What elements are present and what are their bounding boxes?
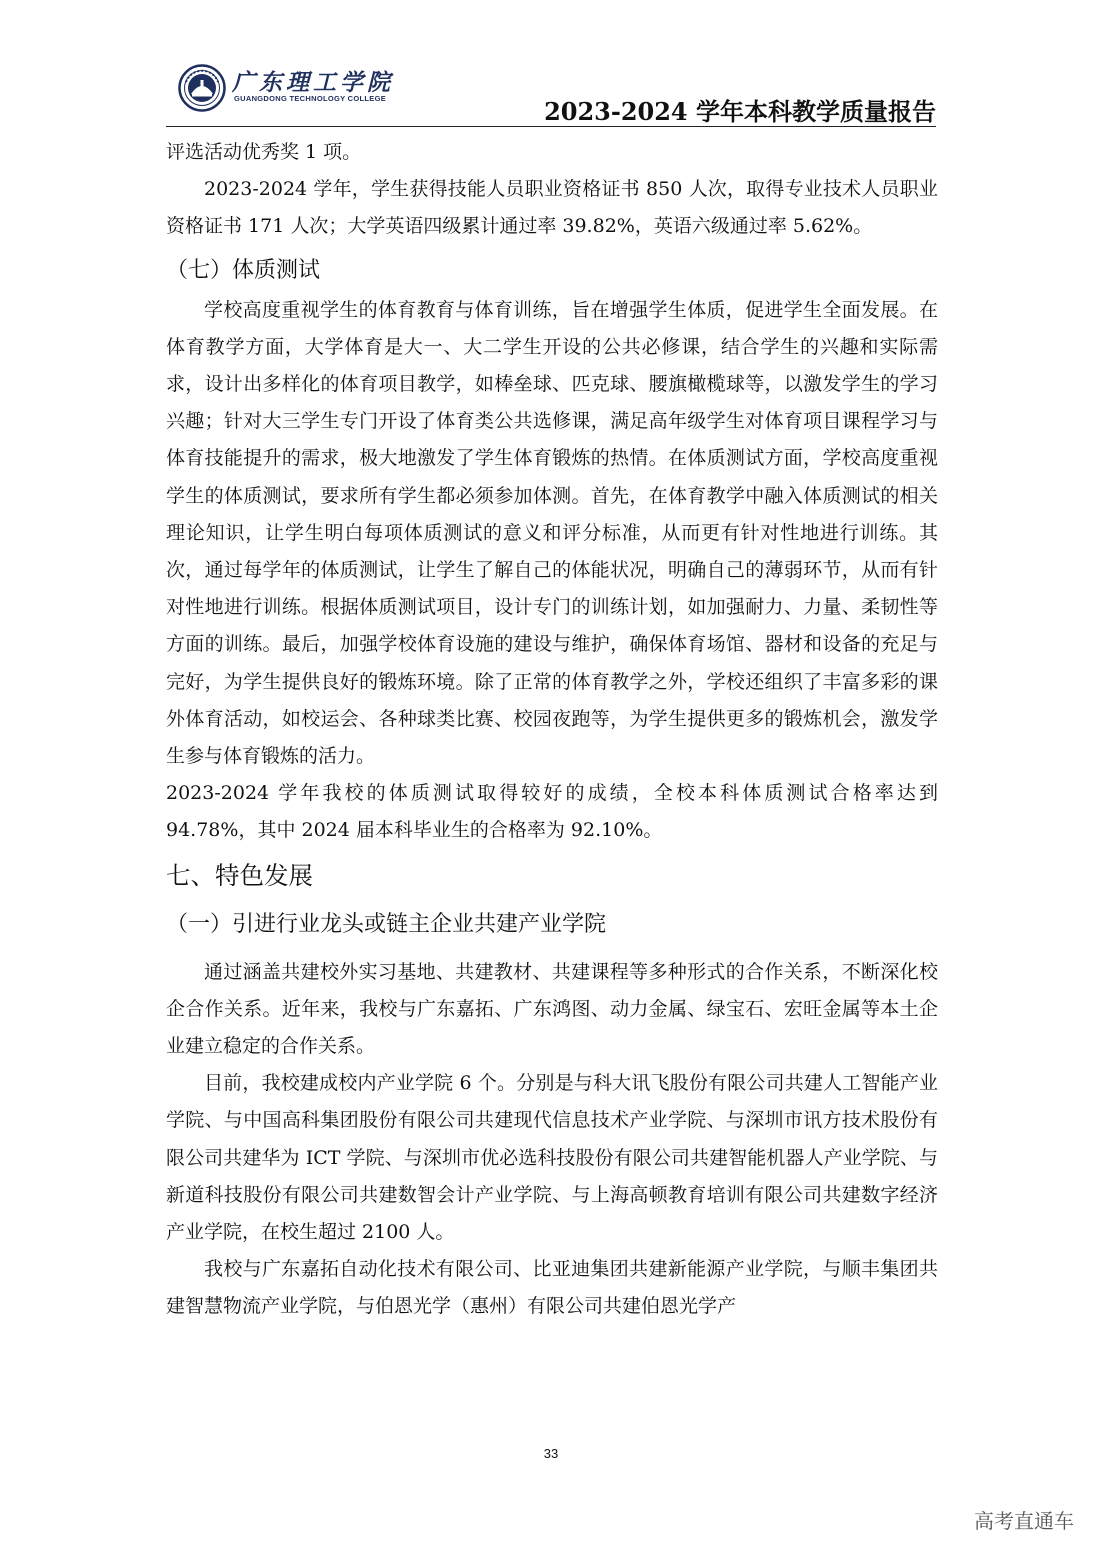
paragraph-industry-colleges: 目前，我校建成校内产业学院 6 个。分别是与科大讯飞股份有限公司共建人工智能产业学院、与中国高科集团股份有限公司共建现代信息技术产业学院、与深圳市讯方技术股份有限公司共建华为 ICT 学院、与深圳市优必选科技股份有限公司共建智能机器人产业学院、与新道科技股份有限公司共建数智会计产业学院、与上海高顿教育培训有限公司共建数字经济产业学院，在校生超过 2100 人。: [166, 1072, 938, 1244]
paragraph-enterprise-cooperation: 通过涵盖共建校外实习基地、共建教材、共建课程等多种形式的合作关系，不断深化校企合作关系。近年来，我校与广东嘉拓、广东鸿图、动力金属、绿宝石、宏旺金属等本土企业建立稳定的合作关系。: [166, 960, 938, 1058]
college-emblem-icon: [178, 64, 226, 112]
section-heading-physical-test: （七）体质测试: [166, 257, 321, 283]
section-heading-industry-college: （一）引进行业龙头或链主企业共建产业学院: [166, 911, 607, 937]
paragraph-certificates: 2023-2024 学年，学生获得技能人员职业资格证书 850 人次，取得专业技术人员职业资格证书 171 人次；大学英语四级累计通过率 39.82%，英语六级通过率 5.62%。: [166, 178, 938, 238]
logo-chinese-name: 广东理工学院: [232, 69, 394, 96]
report-title: 2023-2024 学年本科教学质量报告: [544, 97, 936, 126]
page-number: 33: [543, 1446, 559, 1461]
page-body: [166, 134, 938, 1326]
page-header: [166, 56, 936, 127]
watermark-text: 高考直通车: [974, 1509, 1074, 1533]
paragraph-new-energy-college: 我校与广东嘉拓自动化技术有限公司、比亚迪集团共建新能源产业学院，与顺丰集团共建智慧物流产业学院，与伯恩光学（惠州）有限公司共建伯恩光学产: [166, 1258, 938, 1318]
paragraph-physical-education: 学校高度重视学生的体育教育与体育训练，旨在增强学生体质，促进学生全面发展。在体育教学方面，大学体育是大一、大二学生开设的公共必修课，结合学生的兴趣和实际需求，设计出多样化的体育项目教学，如棒垒球、匹克球、腰旗橄榄球等，以激发学生的学习兴趣；针对大三学生专门开设了体育类公共选修课，满足高年级学生对体育项目课程学习与体育技能提升的需求，极大地激发了学生体育锻炼的热情。在体质测试方面，学校高度重视学生的体质测试，要求所有学生都必须参加体测。首先，在体育教学中融入体质测试的相关理论知识，让学生明白每项体质测试的意义和评分标准，从而更有针对性地进行训练。其次，通过每学年的体质测试，让学生了解自己的体能状况，明确自己的薄弱环节，从而有针对性地进行训练。根据体质测试项目，设计专门的训练计划，如加强耐力、力量、柔韧性等方面的训练。最后，加强学校体育设施的建设与维护，确保体育场馆、器材和设备的充足与完好，为学生提供良好的锻炼环境。除了正常的体育教学之外，学校还组织了丰富多彩的课外体育活动，如校运会、各种球类比赛、校园夜跑等，为学生提供更多的锻炼机会，激发学生参与体育锻炼的活力。: [166, 298, 938, 768]
logo-english-name: GUANGDONG TECHNOLOGY COLLEGE: [234, 94, 387, 103]
chapter-heading-featured-development: 七、特色发展: [166, 860, 313, 890]
paragraph-physical-test-result: 2023-2024 学年我校的体质测试取得较好的成绩，全校本科体质测试合格率达到 94.78%，其中 2024 届本科毕业生的合格率为 92.10%。: [166, 782, 938, 842]
paragraph-awards-tail: 评选活动优秀奖 1 项。: [166, 141, 362, 163]
